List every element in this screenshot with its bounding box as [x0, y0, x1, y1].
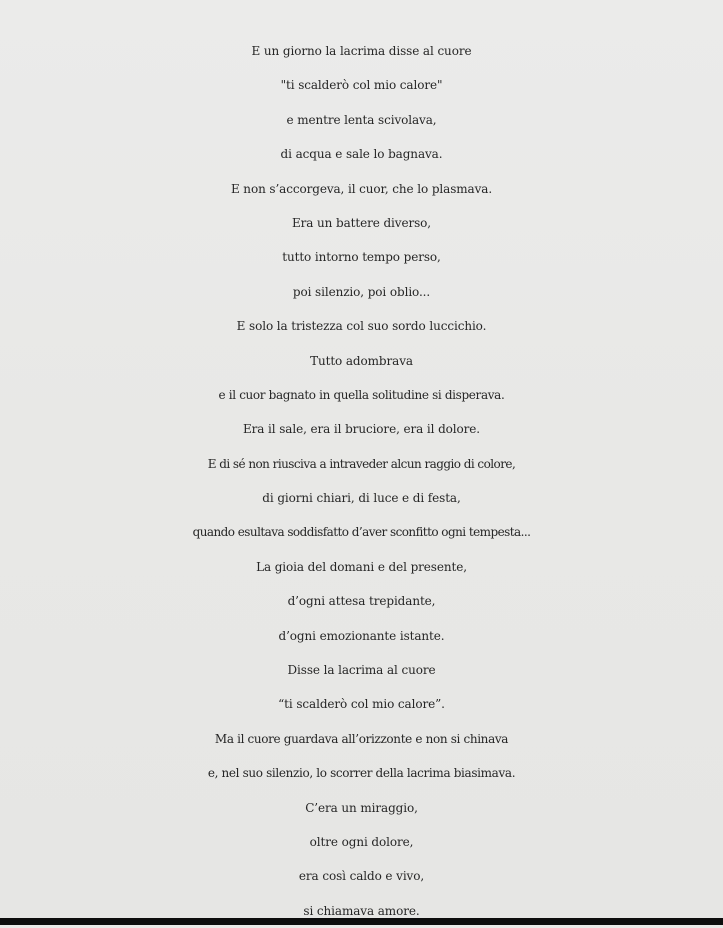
poem-line: e, nel suo silenzio, lo scorrer della lacrima biasimava. — [207, 766, 516, 781]
poem-line: d’ogni attesa trepidante, — [287, 594, 436, 609]
poem-line: "ti scalderò col mio calore" — [280, 78, 443, 93]
poem-line: e mentre lenta scivolava, — [286, 112, 437, 127]
poem-line: di giorni chiari, di luce e di festa, — [262, 491, 461, 506]
poem-line: di acqua e sale lo bagnava. — [280, 147, 443, 162]
poem-line: oltre ogni dolore, — [309, 834, 414, 849]
poem-line: e il cuor bagnato in quella solitudine si disperava. — [218, 387, 505, 402]
poem-line: Era il sale, era il bruciore, era il dolore. — [242, 422, 481, 437]
poem-line: C’era un miraggio, — [305, 800, 418, 815]
poem-line: quando esultava soddisfatto d’aver sconfitto ogni tempesta... — [192, 525, 531, 540]
poem-line: E di sé non riusciva a intraveder alcun raggio di colore, — [207, 456, 516, 471]
poem-line: “ti scalderò col mio calore”. — [278, 697, 445, 712]
poem-line: tutto intorno tempo perso, — [282, 250, 441, 265]
poem-line: Era un battere diverso, — [291, 215, 431, 230]
poem-line: E un giorno la lacrima disse al cuore — [251, 44, 472, 58]
poem-line: d’ogni emozionante istante. — [278, 628, 445, 643]
poem-line: Ma il cuore guardava all’orizzonte e non si chinava — [214, 731, 509, 746]
poem-line: Disse la lacrima al cuore — [287, 663, 436, 678]
poem-line: E solo la tristezza col suo sordo luccichio. — [236, 319, 487, 334]
poem-line: poi silenzio, poi oblio... — [292, 284, 431, 299]
poem-line: E non s’accorgeva, il cuor, che lo plasmava. — [230, 181, 493, 196]
poem-text — [0, 34, 723, 928]
poem-line: Tutto adombrava — [310, 353, 413, 368]
poem-line: era così caldo e vivo, — [298, 869, 425, 884]
bottom-edge-bar — [0, 918, 723, 925]
poem-line: La gioia del domani e del presente, — [256, 559, 467, 574]
poem-line: si chiamava amore. — [303, 903, 420, 918]
